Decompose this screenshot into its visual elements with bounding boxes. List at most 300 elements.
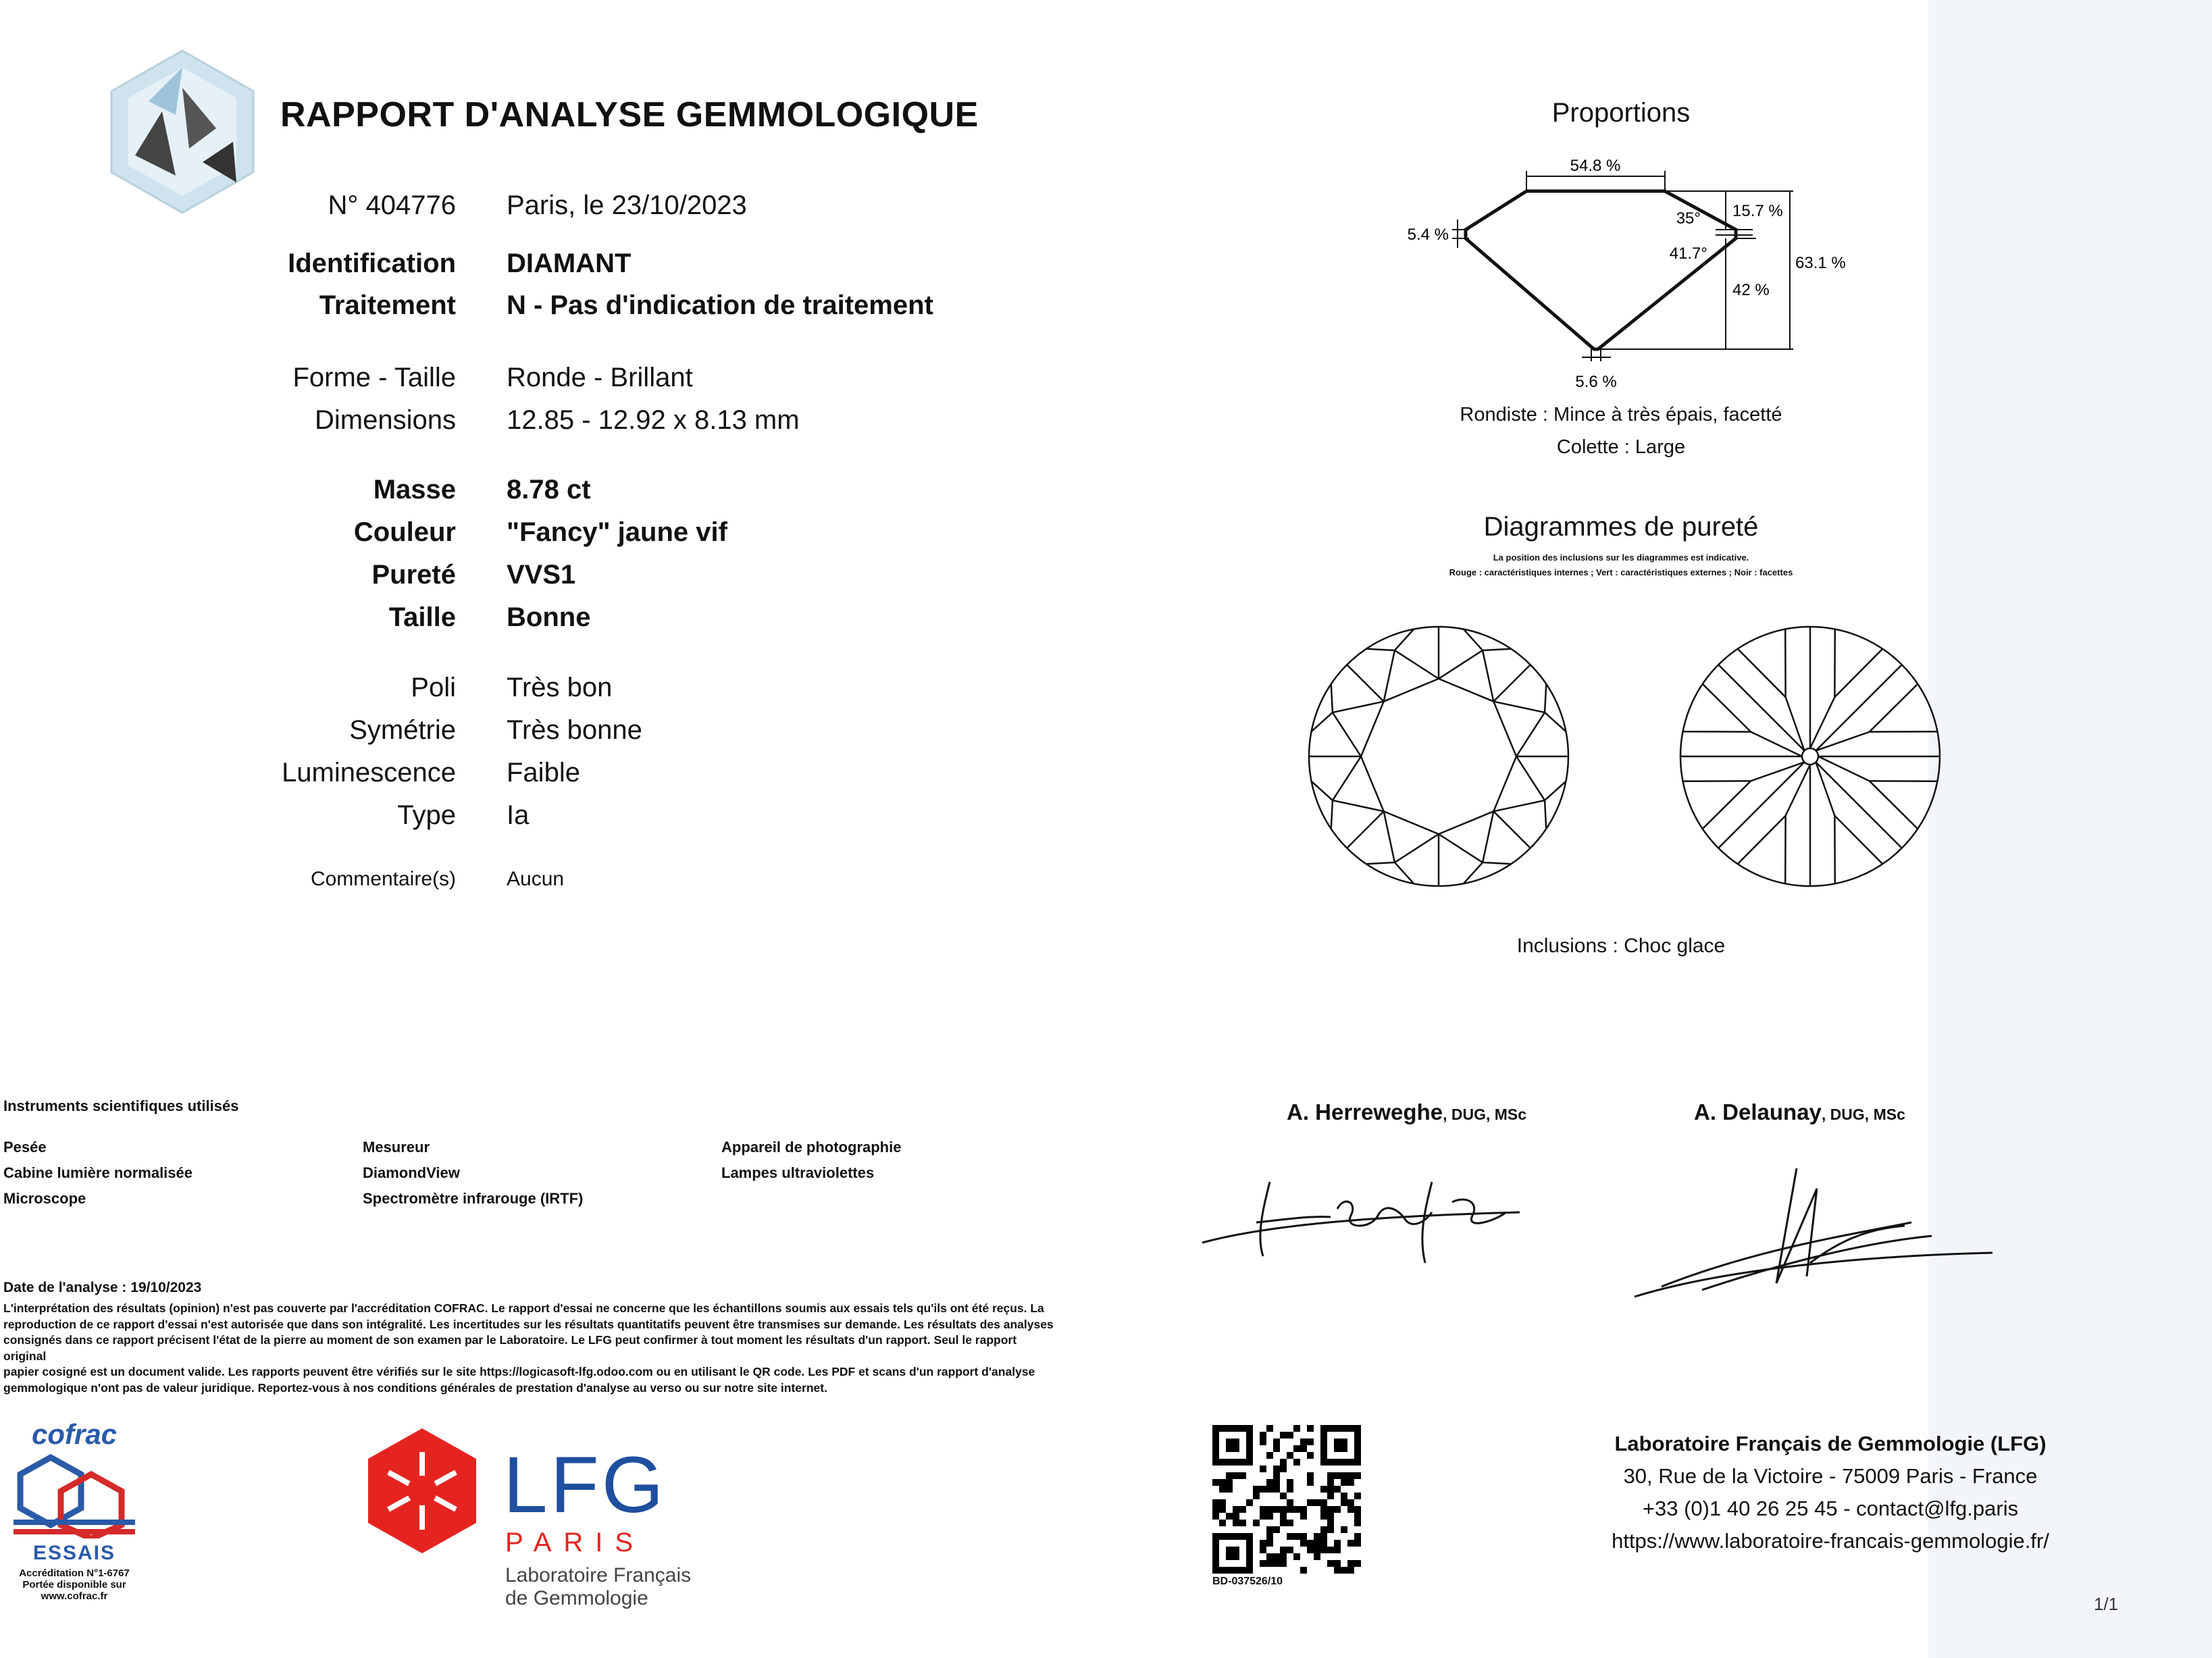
qr-module [1327,1513,1334,1520]
qr-module [1354,1560,1361,1567]
facet-line [1464,862,1483,883]
signatory-title: , DUG, MSc [1821,1106,1905,1123]
qr-module [1273,1445,1280,1452]
facet-line [1331,684,1333,713]
field-value: Très bonne [507,715,642,745]
field-value: Bonne [507,602,591,632]
facet-line [1786,765,1810,816]
qr-module [1314,1547,1320,1553]
qr-module [1260,1547,1266,1553]
qr-module [1354,1513,1361,1520]
qr-module [1260,1466,1266,1472]
instrument-item: Lampes ultraviolettes [721,1164,875,1181]
qr-module [1287,1533,1293,1540]
qr-module [1266,1506,1273,1513]
qr-module [1219,1486,1226,1493]
qr-module [1327,1520,1334,1526]
lfg-wordmark: LFG [503,1441,667,1530]
page-number: 1/1 [2094,1594,2119,1614]
field-label: Type [397,800,456,830]
qr-module [1219,1520,1226,1526]
qr-module [1347,1499,1354,1506]
qr-module [1266,1540,1273,1547]
qr-module [1287,1520,1293,1526]
table-percent: 54.8 % [1570,157,1621,175]
qr-module [1253,1493,1260,1499]
qr-module [1341,1493,1347,1499]
facet-line [1870,781,1918,829]
facet-line [1786,697,1805,750]
facet-line [1483,862,1511,864]
purity-title: Diagrammes de pureté [1483,512,1759,542]
qr-module [1327,1472,1334,1479]
report-place-date: Paris, le 23/10/2023 [507,190,747,220]
qr-module [1226,1472,1233,1479]
disclaimer-line: reproduction de ce rapport d'essai n'est autorisée que dans son intégralité. Les incertitudes sur les résultats quantitatifs peuvent être transmises sur demande. Les résultats des analyses [3,1317,1054,1331]
qr-module [1293,1553,1300,1560]
crown-purity-diagram [1304,621,1574,891]
qr-module [1273,1560,1280,1567]
qr-module [1300,1506,1307,1513]
facet-line [1816,762,1834,815]
qr-module [1266,1526,1273,1533]
instruments-col3 [721,1135,901,1186]
qr-module [1307,1499,1314,1506]
disclaimer-line: gemmologique n'ont pas de valeur juridique. Reportez-vous à nos conditions générales de prestation d'analyse au verso ou sur notre site internet. [3,1380,827,1395]
instrument-item: Cabine lumière normalisée [3,1164,192,1181]
facet-line [1818,756,1870,781]
lab-contact: +33 (0)1 40 26 25 45 - contact@lfg.paris [1642,1497,2019,1520]
facet-line [1333,756,1361,800]
instruments-title: Instruments scientifiques utilisés [3,1097,239,1114]
qr-module [1233,1506,1239,1513]
qr-module [1273,1439,1280,1445]
field-label: Taille [388,602,456,632]
field-value: 12.85 - 12.92 x 8.13 mm [507,405,800,435]
qr-code-reference: BD-037526/10 [1212,1576,1283,1587]
qr-module [1327,1479,1334,1486]
qr-module [1320,1547,1327,1553]
signatory-name: A. Delaunay [1694,1099,1822,1124]
lfg-city: PARIS [505,1528,646,1557]
instrument-item: DiamondView [363,1164,460,1181]
qr-module [1280,1506,1287,1513]
facet-line [1738,649,1786,697]
report-title: RAPPORT D'ANALYSE GEMMOLOGIQUE [280,95,979,134]
qr-module [1307,1547,1314,1553]
field-value: Ia [507,800,530,830]
total-depth-percent: 63.1 % [1795,254,1846,272]
qr-module [1212,1499,1219,1506]
qr-module [1314,1533,1320,1540]
facet-line [1384,811,1395,862]
facet-line [1312,713,1333,731]
qr-module [1273,1553,1280,1560]
qr-module [1327,1493,1334,1499]
qr-module [1341,1479,1347,1486]
qr-module [1347,1567,1354,1574]
rondiste-text: Rondiste : Mince à très épais, facetté [1460,404,1782,425]
qr-module [1273,1466,1280,1472]
field-value: "Fancy" jaune vif [507,517,727,547]
qr-module [1260,1540,1266,1547]
qr-module [1347,1472,1354,1479]
facet-line [1516,713,1545,756]
qr-module [1334,1540,1341,1547]
qr-module [1320,1506,1327,1513]
qr-module [1327,1526,1334,1533]
qr-module [1233,1513,1239,1520]
cofrac-accreditation: Accréditation N°1-6767 [19,1568,130,1579]
facet-line [1516,756,1545,800]
qr-module [1293,1459,1300,1466]
qr-module [1219,1499,1226,1506]
qr-module [1233,1520,1239,1526]
qr-module [1354,1540,1361,1547]
qr-module [1266,1553,1273,1560]
qr-module [1260,1439,1266,1445]
cofrac-emblem [14,1451,135,1538]
facet-line [1751,732,1802,756]
girdle-percent: 5.4 % [1407,226,1449,244]
instruments-col1 [3,1135,192,1212]
facet-line [1738,816,1786,864]
field-value: 8.78 ct [507,475,591,504]
qr-module [1266,1452,1273,1459]
facet-line [1703,781,1751,829]
analysis-date: Date de l'analyse : 19/10/2023 [3,1280,202,1295]
qr-module [1327,1486,1334,1493]
qr-module [1300,1439,1307,1445]
crown-height-percent: 15.7 % [1732,202,1783,220]
qr-module [1307,1425,1314,1432]
proportions-diagram [1378,152,1864,409]
field-label: Poli [411,673,456,702]
hologram-seal [108,47,257,216]
qr-module [1307,1472,1314,1479]
field-label: Couleur [353,517,456,547]
facet-line [1384,679,1439,702]
lab-website: https://www.laboratoire-francais-gemmologie.fr/ [1612,1529,2049,1553]
purity-note: La position des inclusions sur les diagrammes est indicative. [1493,552,1749,563]
signatory-1 [1287,1099,1526,1125]
qr-module [1260,1506,1266,1513]
qr-module [1287,1486,1293,1493]
facet-line [1347,665,1383,701]
facet-line [1464,629,1483,650]
purity-legend: Rouge : caractéristiques internes ; Vert : caractéristiques externes ; Noir : facettes [1449,567,1793,577]
qr-module [1273,1486,1280,1493]
field-value: VVS1 [507,560,576,590]
colette-text: Colette : Large [1556,436,1686,458]
facet-line [1331,800,1333,829]
qr-module [1334,1472,1341,1479]
qr-module [1320,1513,1327,1520]
qr-module [1354,1520,1361,1526]
facet-line [1395,834,1439,862]
facet-line [1439,834,1483,862]
facet-line [1333,713,1361,756]
signature-delaunay [1621,1162,1999,1310]
qr-module [1341,1567,1347,1574]
qr-module [1273,1479,1280,1486]
qr-module [1260,1560,1266,1567]
facet-line [1395,629,1414,650]
disclaimer [3,1301,1057,1396]
facet-line [1545,713,1566,731]
qr-module [1266,1513,1273,1520]
qr-module [1320,1540,1327,1547]
qr-module [1293,1445,1300,1452]
qr-module [1287,1547,1293,1553]
qr-module [1354,1472,1361,1479]
signatory-2 [1694,1099,1905,1125]
field-label: Forme - Taille [292,363,456,392]
cofrac-logo [14,1418,135,1602]
signatory-title: , DUG, MSc [1443,1106,1527,1123]
instrument-item: Mesureur [363,1139,430,1156]
qr-module [1341,1472,1347,1479]
qr-module [1212,1513,1219,1520]
qr-module [1287,1452,1293,1459]
qr-module [1226,1513,1233,1520]
lfg-hexagon-logo [365,1425,480,1557]
facet-line [1483,650,1493,702]
qr-module [1354,1493,1361,1499]
facet-line [1545,781,1566,800]
qr-module [1280,1459,1287,1466]
facet-line [1493,756,1516,811]
instrument-item: Spectromètre infrarouge (IRTF) [363,1190,584,1207]
qr-module [1253,1520,1260,1526]
facet-line [1493,702,1545,713]
facet-line [1366,862,1395,864]
qr-module [1253,1486,1260,1493]
cofrac-wordmark: cofrac [31,1418,118,1450]
signatory-name: A. Herreweghe [1287,1099,1443,1124]
qr-module [1239,1506,1246,1513]
report-number: N° 404776 [328,190,456,220]
qr-module [1212,1479,1219,1486]
qr-module [1307,1452,1314,1459]
facet-line [1545,684,1546,713]
disclaimer-line: papier cosigné est un document valide. Les rapports peuvent être vérifiés sur le site https://logicasoft-lfg.odoo.com ou en utilisant le QR code. Les PDF et scans d'un rapport d'analyse [3,1365,1035,1378]
facet-line [1483,811,1493,862]
facet-line [1870,684,1918,732]
qr-module [1327,1547,1334,1553]
qr-module [1307,1479,1314,1486]
qr-module [1300,1445,1307,1452]
qr-module [1341,1526,1347,1533]
facet-line [1439,650,1483,679]
qr-module [1233,1472,1239,1479]
qr-module [1287,1479,1293,1486]
field-label: Luminescence [282,758,456,787]
disclaimer-line: consignés dans ce rapport précisent l'état de la pierre au moment de son examen par le Laboratoire. Le LFG peut confirmer à tout moment les résultats d'un rapport. Seul le rapport original [3,1333,1017,1363]
field-label: Traitement [319,290,456,320]
culet-percent: 5.6 % [1575,373,1617,391]
lfg-tagline-line: de Gemmologie [505,1587,648,1609]
instrument-item: Appareil de photographie [721,1139,902,1156]
qr-module [1334,1486,1341,1493]
qr-module [1307,1439,1314,1445]
qr-module [1280,1560,1287,1567]
facet-line [1834,816,1882,864]
facet-line [1834,649,1882,697]
qr-module [1273,1526,1280,1533]
qr-module [1341,1499,1347,1506]
lfg-tagline [505,1564,691,1610]
facet-line [1493,800,1545,811]
qr-module [1300,1533,1307,1540]
qr-module [1293,1506,1300,1513]
lab-address: 30, Rue de la Victoire - 75009 Paris - France [1623,1464,2038,1488]
qr-module [1212,1506,1219,1513]
qr-module [1314,1499,1320,1506]
qr-module [1347,1540,1354,1547]
qr-module [1287,1499,1293,1506]
qr-module [1320,1499,1327,1506]
facet-line [1703,684,1751,732]
cofrac-scope: Portée disponible sur [22,1579,126,1590]
field-value: Aucun [507,868,565,890]
qr-module [1314,1553,1320,1560]
qr-module [1354,1533,1361,1540]
pavilion-depth-percent: 42 % [1732,281,1770,299]
qr-module [1273,1506,1280,1513]
qr-module [1334,1560,1341,1567]
qr-module [1334,1547,1341,1553]
qr-module [1300,1540,1307,1547]
instrument-item: Pesée [3,1139,47,1156]
qr-module [1307,1540,1314,1547]
qr-module [1273,1472,1280,1479]
qr-module [1320,1486,1327,1493]
facet-line [1395,650,1439,679]
qr-code [1212,1425,1361,1574]
qr-module [1293,1533,1300,1540]
qr-module [1280,1547,1287,1553]
qr-module [1347,1479,1354,1486]
field-value: Très bon [507,673,613,702]
qr-module [1260,1432,1266,1439]
facet-line [1395,862,1414,883]
facet-line [1384,650,1395,702]
qr-module [1266,1560,1273,1567]
lab-name: Laboratoire Français de Gemmologie (LFG) [1614,1432,2047,1455]
qr-module [1219,1479,1226,1486]
qr-module [1266,1486,1273,1493]
qr-module [1226,1486,1233,1493]
qr-module [1239,1520,1246,1526]
qr-module [1320,1526,1327,1533]
facet-line [1347,811,1383,848]
field-value: N - Pas d'indication de traitement [507,290,933,320]
qr-module [1334,1506,1341,1513]
qr-module [1246,1499,1253,1506]
facet-line [1333,702,1384,713]
field-label: Dimensions [315,405,456,435]
signature-herreweghe [1195,1141,1547,1276]
field-label: Masse [373,475,456,504]
qr-module [1347,1560,1354,1567]
qr-module [1280,1553,1287,1560]
qr-module [1354,1506,1361,1513]
facet-line [1816,732,1869,751]
background-strip [1928,0,2212,1658]
cofrac-site: www.cofrac.fr [41,1590,108,1602]
qr-module [1327,1506,1334,1513]
qr-module [1266,1533,1273,1540]
qr-module [1266,1425,1273,1432]
qr-module [1280,1466,1287,1472]
pavilion-purity-diagram [1675,621,1945,891]
qr-module [1300,1513,1307,1520]
qr-module [1314,1540,1320,1547]
facet-line [1333,800,1384,811]
qr-module [1347,1506,1354,1513]
field-label: Commentaire(s) [310,868,456,890]
facet-line [1493,665,1530,701]
facet-line [1545,800,1546,829]
field-label: Symétrie [349,715,456,745]
lfg-tagline-line: Laboratoire Français [505,1564,692,1586]
instrument-item: Microscope [3,1190,86,1207]
facet-line [1751,762,1804,781]
qr-module [1280,1432,1287,1439]
qr-module [1226,1479,1233,1486]
instruments-col2 [363,1135,583,1212]
field-value: Ronde - Brillant [507,363,693,392]
facet-line [1810,697,1834,748]
facet-line [1439,811,1493,834]
facet-line [1366,649,1395,650]
proportions-title: Proportions [1551,98,1691,128]
field-value: DIAMANT [507,249,632,278]
qr-module [1300,1567,1307,1574]
qr-module [1239,1472,1246,1479]
qr-module [1320,1533,1327,1540]
facet-line [1361,756,1384,811]
qr-module [1287,1432,1293,1439]
qr-module [1219,1506,1226,1513]
qr-module [1327,1560,1334,1567]
facet-line [1493,702,1516,756]
field-label: Pureté [371,560,456,590]
facet-line [1384,811,1439,834]
qr-module [1280,1513,1287,1520]
disclaimer-line: L'interprétation des résultats (opinion) n'est pas couverte par l'accréditation COFRAC. Le rapport d'essai ne concerne que les échantillons soumis aux essais tels qu'ils ont été reçus. La [3,1301,1044,1315]
cofrac-essais: ESSAIS [32,1542,116,1564]
field-value: Faible [507,758,580,787]
qr-module [1260,1513,1266,1520]
inclusions-text: Inclusions : Choc glace [1516,935,1726,957]
qr-module [1287,1506,1293,1513]
qr-module [1334,1567,1341,1574]
crown-angle: 35° [1676,209,1701,228]
qr-module [1293,1425,1300,1432]
qr-module [1266,1479,1273,1486]
facet-line [1312,781,1333,800]
qr-module [1260,1486,1266,1493]
facet-line [1361,702,1384,756]
facet-line [1439,679,1493,702]
qr-module [1280,1520,1287,1526]
facet-line [1493,811,1530,848]
qr-module [1280,1493,1287,1499]
field-label: Identification [288,249,456,278]
facet-line [1483,649,1511,650]
